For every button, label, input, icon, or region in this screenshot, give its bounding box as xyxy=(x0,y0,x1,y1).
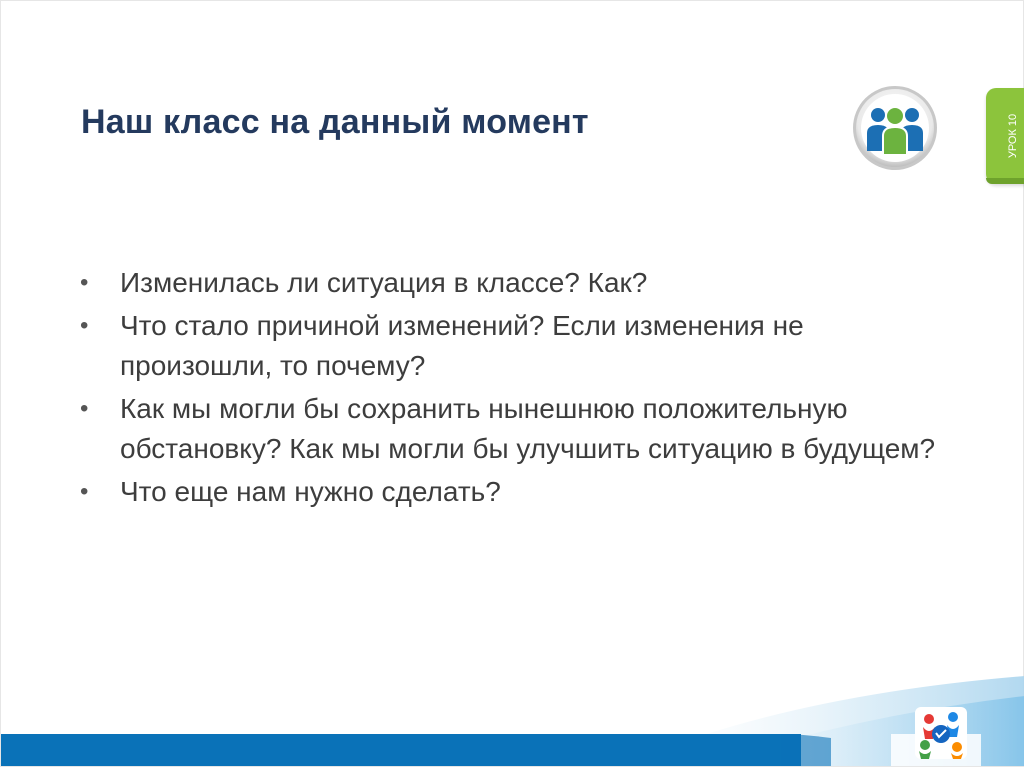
bullet-dot: • xyxy=(80,312,89,339)
bullet-text: Что стало причиной изменений? Если изменения не произошли, то почему? xyxy=(120,310,804,381)
bullet-dot: • xyxy=(80,269,89,296)
lesson-tab xyxy=(986,88,1024,184)
bullet-item xyxy=(75,306,955,386)
slide-title: Наш класс на данный момент xyxy=(81,103,589,141)
bullet-list xyxy=(75,263,955,515)
bullet-item xyxy=(75,263,955,303)
group-people-icon xyxy=(852,85,938,171)
bottom-wave-band xyxy=(1,676,1024,766)
kiva-logo-icon xyxy=(913,705,969,761)
bullet-dot: • xyxy=(80,478,89,505)
bullet-item xyxy=(75,472,955,512)
bullet-text: Что еще нам нужно сделать? xyxy=(120,476,501,507)
bullet-text: Как мы могли бы сохранить нынешнюю положительную обстановку? Как мы могли бы улучшить ситуацию в будущем? xyxy=(120,393,936,464)
bullet-text: Изменилась ли ситуация в классе? Как? xyxy=(120,267,648,298)
bullet-item xyxy=(75,389,955,469)
bullet-dot: • xyxy=(80,395,89,422)
lesson-label: УРОК 10 xyxy=(1007,113,1019,159)
